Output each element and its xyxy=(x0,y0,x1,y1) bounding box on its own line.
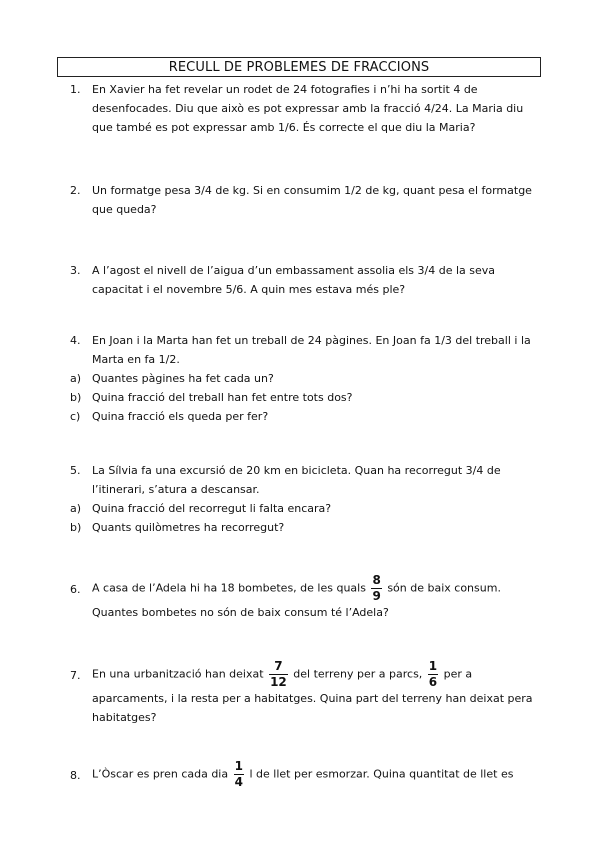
problem-number: 2. xyxy=(70,184,81,197)
fraction-denominator: 9 xyxy=(372,589,381,603)
problem-text-continued: aparcaments, i la resta per a habitatges. Quina part del terreny han deixat pera habitatges? xyxy=(92,692,533,724)
problem-text: Un formatge pesa 3/4 de kg. Si en consumim 1/2 de kg, quant pesa el formatge que queda? xyxy=(92,184,532,216)
subquestion-text: Quants quilòmetres ha recorregut? xyxy=(92,521,285,534)
subquestion-label: a) xyxy=(70,502,82,515)
fraction-numerator: 1 xyxy=(234,759,243,773)
fraction-denominator: 12 xyxy=(270,675,287,689)
subquestion-label: b) xyxy=(70,391,82,404)
problem-8 xyxy=(72,760,542,789)
subquestion-label: c) xyxy=(70,410,81,423)
subquestion-a xyxy=(72,499,542,518)
problem-text: La Sílvia fa una excursió de 20 km en bicicleta. Quan ha recorregut 3/4 de l’itinerari, s’atura a descansar. xyxy=(92,464,501,496)
problem-number: 1. xyxy=(70,83,81,96)
problem-2 xyxy=(72,181,542,219)
problem-text xyxy=(92,760,542,789)
problem-text-line2: Quantes bombetes no són de baix consum té l’Adela? xyxy=(92,606,389,619)
problem-text xyxy=(92,660,542,689)
problem-text-part: per a xyxy=(443,667,473,681)
problem-4 xyxy=(72,331,542,426)
fraction-1-6 xyxy=(428,660,438,689)
fraction-denominator: 6 xyxy=(428,675,438,689)
problem-7 xyxy=(72,660,542,727)
subquestion-b xyxy=(72,388,542,407)
problem-5 xyxy=(72,461,542,537)
subquestion-text: Quina fracció del recorregut li falta encara? xyxy=(92,502,332,515)
subquestion-text: Quantes pàgines ha fet cada un? xyxy=(92,372,274,385)
problem-number: 5. xyxy=(70,464,81,477)
problem-1 xyxy=(72,80,542,137)
problem-6 xyxy=(72,574,542,622)
problem-text-part: En una urbanització han deixat xyxy=(92,667,264,681)
problem-text-part: A casa de l’Adela hi ha 18 bombetes, de les quals xyxy=(92,581,366,595)
subquestion-label: a) xyxy=(70,372,82,385)
problem-text xyxy=(92,574,542,603)
fraction-8-9 xyxy=(371,574,381,603)
subquestion-a xyxy=(72,369,542,388)
problem-number: 3. xyxy=(70,264,81,277)
subquestion-label: b) xyxy=(70,521,82,534)
problem-number: 7. xyxy=(70,669,81,682)
problem-3 xyxy=(72,261,542,299)
problem-text-part: L’Òscar es pren cada dia xyxy=(92,767,229,781)
problem-number: 8. xyxy=(70,769,81,782)
problem-text: A l’agost el nivell de l’aigua d’un embassament assolia els 3/4 de la seva capacitat i el novembre 5/6. A quin mes estava més ple? xyxy=(92,264,496,296)
fraction-denominator: 4 xyxy=(234,775,243,789)
subquestion-text: Quina fracció del treball han fet entre tots dos? xyxy=(92,391,353,404)
fraction-numerator: 7 xyxy=(274,659,283,673)
problem-text: En Joan i la Marta han fet un treball de 24 pàgines. En Joan fa 1/3 del treball i la Marta en fa 1/2. xyxy=(92,334,531,366)
problem-text-part: són de baix consum. xyxy=(387,581,501,595)
problem-text: En Xavier ha fet revelar un rodet de 24 fotografies i n’hi ha sortit 4 de desenfocades. Diu que això es pot expressar amb la fracció 4/24. La Maria diu que també es pot expressar amb 1/6. És correcte el que diu la Maria? xyxy=(92,83,524,134)
page-title: RECULL DE PROBLEMES DE FRACCIONS xyxy=(57,57,541,77)
problem-number: 6. xyxy=(70,583,81,596)
problem-text-part: l de llet per esmorzar. Quina quantitat de llet es xyxy=(249,767,514,781)
problem-number: 4. xyxy=(70,334,81,347)
fraction-numerator: 8 xyxy=(372,573,381,587)
subquestion-b xyxy=(72,518,542,537)
subquestion-text: Quina fracció els queda per fer? xyxy=(92,410,269,423)
fraction-7-12 xyxy=(269,660,288,689)
problem-text-part: del terreny per a parcs, xyxy=(293,667,423,681)
fraction-1-4 xyxy=(234,760,244,789)
fraction-numerator: 1 xyxy=(428,659,438,673)
subquestion-c xyxy=(72,407,542,426)
